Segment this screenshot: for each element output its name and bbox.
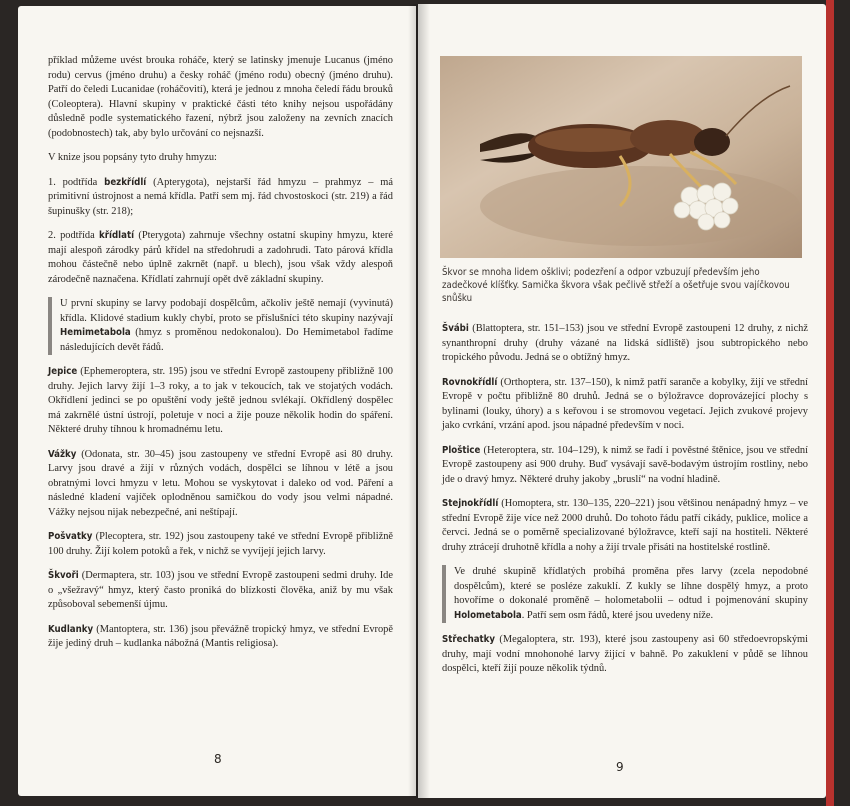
lead-paragraph: V knize jsou popsány tyto druhy hmyzu: <box>48 152 217 163</box>
box-text-a: U první skupiny se larvy podobají dospělcům, ačkoliv ještě nemají (vyvinutá) křídla. Klidové stadium kukly chybí, proto se příslušníci této skupiny nazývají <box>60 298 393 324</box>
entry-name: Škvoři <box>48 570 79 581</box>
box-text-c: . Patří sem osm řádů, které jsou uvedeny níže. <box>521 609 714 621</box>
left-text-column <box>48 54 393 662</box>
book-spine-shadow <box>408 4 430 798</box>
earwig-illustration <box>440 56 802 258</box>
entry-posvatky <box>48 530 393 559</box>
item-2-prefix: 2. podtřída <box>48 230 95 241</box>
holometabola-box <box>442 565 808 623</box>
entry-kudlanky <box>48 623 393 652</box>
box-text-a: Ve druhé skupině křídlatých probíhá proměna přes larvy (zcela nepodobné dospělcům), které se posléze zakuklí. Z kukly se líhne dospělý hmyz, a proto hovoříme o dokonalé proměně – holometabolii – odtud i pojmenování skupiny <box>454 566 808 606</box>
entry-strechatky <box>442 633 808 677</box>
box-term: Holometabola <box>454 609 522 621</box>
entry-name: Stejnokřídlí <box>442 498 499 509</box>
hemimetabola-box <box>48 297 393 355</box>
right-page <box>418 4 826 798</box>
box-text-c: (hmyz s proměnou nedokonalou). Do Hemimetabol řadíme následujících devět řádů. <box>60 327 393 353</box>
entry-plostice <box>442 444 808 488</box>
intro-paragraph: příklad můžeme uvést brouka roháče, který se latinsky jmenuje Lucanus (jméno rodu) cervus (jméno druhu) a česky roháč (jméno rodu) obecný (jméno druhu). Patří do čeledi Lucanidae (roháčovití), která je jednou z mnoha čeledí řádu brouků (Coleoptera). Hlavní skupiny v praktické části této knihy nejsou uspořádány důsledně podle systematického řazení, nýbrž jsou založeny na zevních znacích (podobnostech) tak, aby bylo určování co nejsnazší. <box>48 55 393 139</box>
entry-skvori <box>48 569 393 613</box>
photo-caption: Škvor se mnoha lidem ošklivi; podezření a odpor vzbuzují především jeho zadečkové klíšťky. Samička škvora však pečlivě střeží a ošetřuje svou vajíčkovou snůšku <box>442 267 790 304</box>
entry-name: Ploštice <box>442 444 481 456</box>
entry-text: (Heteroptera, str. 104–129), k nimž se řadí i pověstné štěnice, jsou ve střední Evropě zastoupeny asi 900 druhy. Buď vysávají savě-bodavým ústrojím rostliny, nebo jde o dravý hmyz. Některé druhy jakoby „bruslí“ na vodní hladině. <box>442 444 808 485</box>
entry-jepice <box>48 365 393 438</box>
item-2-body: (Pterygota) zahrnuje všechny ostatní skupiny hmyzu, které mají alespoň zárodky párů křídel na středohrudi a zadohrudi. Tato párová křídla mohou částečně nebo úplně zakrnět (např. u blech), jsou však vždy alespoň zárodečně naznačena. Křídlatí zahrnují opět dvě základní skupiny. <box>48 230 393 285</box>
item-1 <box>48 176 393 220</box>
entry-name: Pošvatky <box>48 531 93 542</box>
item-1-prefix: 1. podtřída <box>48 176 98 188</box>
entry-text: (Homoptera, str. 130–135, 220–221) jsou většinou nenápadný hmyz – ve střední Evropě žije více než 2000 druhů. Do tohoto řádu patří cikády, puklice, molice a červci. Jedná se o poměrně specializované býložravce, kteří sají na hostiteli. Některé druhy ztrácejí druhotně křídla a nohy a žijí trvale přisáti na hostitelské rostlině. <box>442 498 808 553</box>
item-2 <box>48 229 393 287</box>
earwig-photo <box>440 56 802 258</box>
item-2-heading: křídlatí <box>99 230 135 241</box>
item-1-heading: bezkřídlí <box>104 176 147 188</box>
entry-text: (Plecoptera, str. 192) jsou zastoupeny také ve střední Evropě přibližně 100 druhy. Žijí kolem potoků a řek, v nichž se vyvíjejí jejich larvy. <box>48 531 393 557</box>
entry-vazky <box>48 448 393 521</box>
box-term: Hemimetabola <box>60 327 131 338</box>
entry-text: (Dermaptera, str. 103) jsou ve střední Evropě zastoupeni sedmi druhy. Ide o „všežravý“ hmyz, který často proniká do blízkosti člověka, aniž by mu však způsoboval sebemenší újmu. <box>48 570 393 610</box>
right-text-column <box>442 322 808 687</box>
page-number-left: 8 <box>214 752 222 766</box>
entry-name: Švábi <box>442 323 469 334</box>
entry-text: (Ephemeroptera, str. 195) jsou ve střední Evropě zastoupeny přibližně 100 druhy. Jejich larvy žijí 1–3 roky, a to jak v tekoucích, tak ve stojatých vodách. Okřídlení jedinci se po opuštění vody ještě jednou svlékají. Okřídlený dospělec má zakrnělé ústní ústrojí, poletuje v noci a žije pouze několik hodin do spáření. Některé druhy tíhnou k hromadnému letu. <box>48 366 393 435</box>
entry-name: Střechatky <box>442 634 496 645</box>
entry-name: Jepice <box>48 366 78 377</box>
entry-stejnokridli <box>442 497 808 555</box>
entry-name: Rovnokřídlí <box>442 376 498 388</box>
entry-text: (Orthoptera, str. 137–150), k nimž patří saranče a kobylky, žijí ve střední Evropě v počtu přibližně 80 druhů. Jedná se o býložravce doprovázející plochy s bylinami (louky, úhory) a s keřovou i se stromovou vegetací. Jejich zvukové projevy jako cvrkání, vrzání apod. jsou nápadné především v noci. <box>442 376 808 431</box>
entry-name: Kudlanky <box>48 623 94 635</box>
entry-text: (Mantoptera, str. 136) jsou převážně tropický hmyz, ve střední Evropě žije jediný druh – kudlanka nábožná (Mantis religiosa). <box>48 623 393 649</box>
entry-text: (Megaloptera, str. 193), které jsou zastoupeny asi 60 středoevropskými druhy, mají vodní mnohonohé larvy žijící v bahně. Po zakuklení v půdě se líhnou dospělci, kteří žijí pouze několik týdnů. <box>442 634 808 674</box>
item-1-body: (Apterygota), nejstarší řád hmyzu – prahmyz – má primitivní ústrojnost a nemá křídla. Patří sem mj. řád chvostoskoci (str. 219) a řád šupinušky (str. 218); <box>48 176 393 217</box>
page-number-right: 9 <box>616 760 624 774</box>
left-page <box>18 6 416 796</box>
entry-svabi <box>442 322 808 366</box>
entry-name: Vážky <box>48 448 77 460</box>
entry-rovnokridli <box>442 376 808 434</box>
entry-text: (Blattoptera, str. 151–153) jsou ve střední Evropě zastoupeni 12 druhy, z nichž synanthropní druhy (druhy vázané na lidská sídliště) jsou subtropického nebo tropického původu. Jedná se o obtížný hmyz. <box>442 323 808 363</box>
entry-text: (Odonata, str. 30–45) jsou zastoupeny ve střední Evropě asi 80 druhy. Larvy jsou dravé a žijí v různých vodách, dospělci se líhnou v létě a jsou obratnými lovci hmyzu v letu. Mohou se vyskytovat i daleko od vod. Páření a následné kladení vajíček oplodněnou samičkou do vody jsou velmi nápadné. Vážky nejsou nijak nebezpečné, ani neštípají. <box>48 448 393 518</box>
book-edge <box>826 0 834 806</box>
